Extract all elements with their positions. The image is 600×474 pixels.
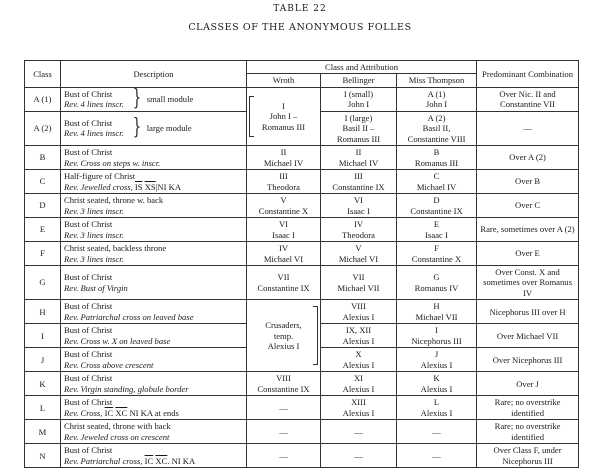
bellinger-cell: XI Alexius I	[321, 372, 397, 396]
predominant-cell: Nicephorus III over H	[477, 300, 579, 324]
description-cell: Bust of Christ Rev. Patriarchal cross, $\overline{IC}$ $\overline{XC}$. NI KA	[61, 444, 247, 468]
bellinger-cell: VII Michael VII	[321, 266, 397, 300]
predominant-cell: Over Class F, under Nicephorus III	[477, 444, 579, 468]
folles-table	[24, 60, 579, 468]
bellinger-cell: XIII Alexius I	[321, 396, 397, 420]
wroth-line: I	[282, 100, 285, 111]
predominant-cell: Over J	[477, 372, 579, 396]
bellinger-cell: VIII Alexius I	[321, 300, 397, 324]
class-cell: D	[25, 194, 61, 218]
description-cell: Bust of Christ Rev. Virgin standing, globule border	[61, 372, 247, 396]
bellinger-cell: IV Theodora	[321, 218, 397, 242]
brace-icon: }	[132, 87, 141, 112]
description-cell: Christ seated, throne w. back Rev. 3 lines inscr.	[61, 194, 247, 218]
description-cell: Bust of Christ Rev. 3 lines inscr.	[61, 218, 247, 242]
description-cell: Bust of Christ Rev. Patriarchal cross on leaved base	[61, 300, 247, 324]
header-description: Description	[61, 61, 247, 88]
header-class: Class	[25, 61, 61, 88]
thompson-cell: L Alexius I	[397, 396, 477, 420]
wroth-cell: IV Michael VI	[247, 242, 321, 266]
wroth-cell: II Michael IV	[247, 146, 321, 170]
bellinger-cell: X Alexius I	[321, 348, 397, 372]
bellinger-cell: II Michael IV	[321, 146, 397, 170]
table-row	[25, 170, 579, 194]
thompson-cell: —	[397, 444, 477, 468]
description-cell: Half-figure of Christ Rev. Jewelled cross, $\overline{IS}$ $\overline{XS}|NI$ KA	[61, 170, 247, 194]
obverse-text: Bust of Christ	[64, 88, 113, 99]
table-row	[25, 218, 579, 242]
description-cell: Bust of Christ Rev. Cross w. X on leaved base	[61, 324, 247, 348]
thompson-cell: D Constantine IX	[397, 194, 477, 218]
wroth-cell	[247, 87, 321, 145]
thompson-cell: E Isaac I	[397, 218, 477, 242]
thompson-cell: —	[397, 420, 477, 444]
inscription-text: $\overline{IC}$	[104, 407, 114, 418]
wroth-cell: —	[247, 444, 321, 468]
description-cell	[61, 87, 247, 111]
predominant-cell: Rare, sometimes over A (2)	[477, 218, 579, 242]
class-cell: A (1)	[25, 87, 61, 111]
description-cell: Christ seated, backless throne Rev. 3 lines inscr.	[61, 242, 247, 266]
inscription-text: $\overline{XC}$	[155, 455, 168, 466]
table-title: CLASSES OF THE ANONYMOUS FOLLES	[188, 22, 412, 33]
predominant-cell: Rare; no overstrike identified	[477, 396, 579, 420]
bracket-icon	[249, 96, 254, 137]
thompson-cell: A (1) John I	[397, 87, 477, 111]
bellinger-cell: —	[321, 444, 397, 468]
wroth-line: Alexius I	[267, 340, 300, 351]
header-predominant: Predominant Combination	[477, 61, 579, 88]
wroth-line: Crusaders,	[265, 320, 302, 331]
inscription-text: $\overline{IC}$	[144, 455, 154, 466]
class-cell: E	[25, 218, 61, 242]
predominant-cell: Over Const. X and sometimes over Romanus IV	[477, 266, 579, 300]
inscription-text: NI KA	[129, 407, 153, 418]
bellinger-cell: I (large) Basil II – Romanus III	[321, 111, 397, 145]
wroth-line: temp.	[273, 330, 294, 341]
thompson-cell: J Alexius I	[397, 348, 477, 372]
bellinger-cell: I (small) John I	[321, 87, 397, 111]
predominant-cell: Over A (2)	[477, 146, 579, 170]
table-row	[25, 87, 579, 111]
inscription-text: $\overline{XS}$	[144, 181, 156, 192]
thompson-cell: K Alexius I	[397, 372, 477, 396]
thompson-cell: I Nicephorus III	[397, 324, 477, 348]
predominant-cell: —	[477, 111, 579, 145]
bellinger-cell: III Constantine IX	[321, 170, 397, 194]
bellinger-cell: VI Isaac I	[321, 194, 397, 218]
inscription-text: $\overline{IS}$	[134, 181, 143, 192]
bellinger-cell: V Michael VI	[321, 242, 397, 266]
wroth-cell: VII Constantine IX	[247, 266, 321, 300]
class-cell: N	[25, 444, 61, 468]
wroth-cell: —	[247, 396, 321, 420]
predominant-cell: Rare; no overstrike identified	[477, 420, 579, 444]
table-number: TABLE 22	[273, 4, 327, 14]
class-cell: M	[25, 420, 61, 444]
obverse-text: Bust of Christ	[64, 118, 113, 129]
header-wroth: Wroth	[247, 74, 321, 87]
wroth-line: Romanus III	[261, 121, 306, 132]
predominant-cell: Over C	[477, 194, 579, 218]
reverse-text: Rev. 4 lines inscr.	[64, 99, 124, 110]
bracket-icon	[313, 306, 318, 365]
header-thompson: Miss Thompson	[397, 74, 477, 87]
thompson-cell: A (2) Basil II, Constantine VIII	[397, 111, 477, 145]
class-cell: J	[25, 348, 61, 372]
predominant-cell: Over Nic. II and Constantine VII	[477, 87, 579, 111]
wroth-line: John I –	[269, 111, 298, 122]
table-row	[25, 372, 579, 396]
predominant-cell: Over Michael VII	[477, 324, 579, 348]
class-cell: L	[25, 396, 61, 420]
predominant-cell: Over Nicephorus III	[477, 348, 579, 372]
wroth-cell: V Constantine X	[247, 194, 321, 218]
class-cell: H	[25, 300, 61, 324]
class-cell: K	[25, 372, 61, 396]
description-cell	[61, 111, 247, 145]
description-cell: Bust of Christ Rev. Bust of Virgin	[61, 266, 247, 300]
table-row	[25, 300, 579, 324]
wroth-cell: III Theodora	[247, 170, 321, 194]
class-cell: A (2)	[25, 111, 61, 145]
table-row	[25, 420, 579, 444]
wroth-cell: —	[247, 420, 321, 444]
predominant-cell: Over E	[477, 242, 579, 266]
module-note: large module	[146, 123, 192, 134]
description-cell: Bust of Christ Rev. Cross, $\overline{IC}$ $\overline{XC}$ NI KA at ends	[61, 396, 247, 420]
table-row	[25, 444, 579, 468]
header-bellinger: Bellinger	[321, 74, 397, 87]
thompson-cell: G Romanus IV	[397, 266, 477, 300]
table-row	[25, 194, 579, 218]
wroth-cell: VIII Constantine IX	[247, 372, 321, 396]
class-cell: F	[25, 242, 61, 266]
bellinger-cell: IX, XII Alexius I	[321, 324, 397, 348]
bellinger-cell: —	[321, 420, 397, 444]
description-cell: Bust of Christ Rev. Cross above crescent	[61, 348, 247, 372]
thompson-cell: F Constantine X	[397, 242, 477, 266]
brace-icon: }	[132, 115, 141, 141]
thompson-cell: B Romanus III	[397, 146, 477, 170]
inscription-text: NI KA	[171, 455, 196, 466]
wroth-cell	[247, 300, 321, 372]
reverse-text: Rev. 4 lines inscr.	[64, 128, 124, 139]
inscription-text: NI KA	[157, 181, 182, 192]
table-row	[25, 146, 579, 170]
table-row	[25, 266, 579, 300]
class-cell: C	[25, 170, 61, 194]
description-cell: Christ seated, throne with back Rev. Jeweled cross on crescent	[61, 420, 247, 444]
table-row	[25, 242, 579, 266]
thompson-cell: C Michael IV	[397, 170, 477, 194]
class-cell: G	[25, 266, 61, 300]
thompson-cell: H Michael VII	[397, 300, 477, 324]
table-row	[25, 396, 579, 420]
description-cell: Bust of Christ Rev. Cross on steps w. inscr.	[61, 146, 247, 170]
module-note: small module	[146, 94, 194, 105]
wroth-cell: VI Isaac I	[247, 218, 321, 242]
predominant-cell: Over B	[477, 170, 579, 194]
inscription-text: $\overline{XC}$	[115, 407, 128, 418]
header-attribution: Class and Attribution	[247, 61, 477, 74]
class-cell: B	[25, 146, 61, 170]
class-cell: I	[25, 324, 61, 348]
